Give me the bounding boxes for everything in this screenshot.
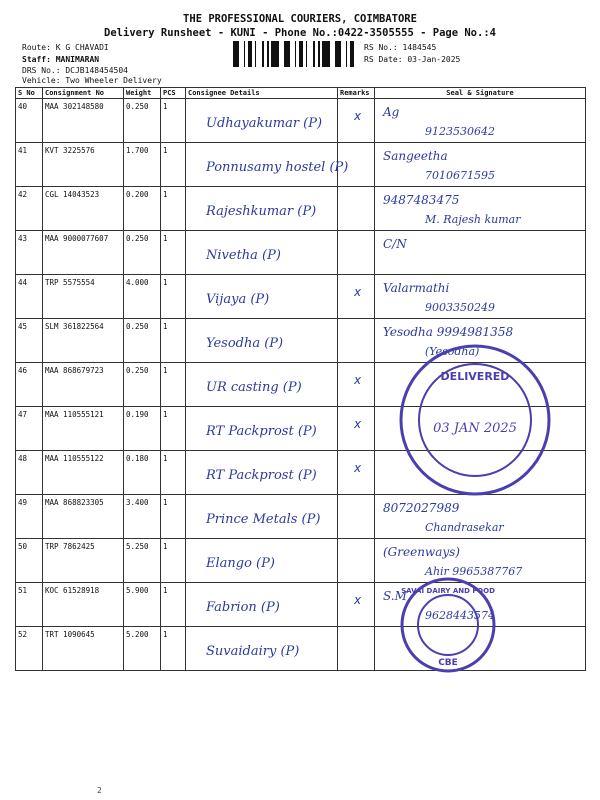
signature-handwriting: Valarmathi bbox=[383, 281, 450, 295]
cell-sno: 50 bbox=[16, 539, 43, 583]
cell-consignment-no: MAA 110555121 bbox=[43, 407, 124, 451]
table-row bbox=[16, 275, 586, 319]
cell-consignment-no: MAA 868679723 bbox=[43, 363, 124, 407]
vehicle-line bbox=[22, 76, 162, 85]
table-row bbox=[16, 539, 586, 583]
drs-line bbox=[22, 66, 128, 75]
cell-weight: 0.190 bbox=[124, 407, 161, 451]
barcode-bar bbox=[302, 41, 303, 67]
cell-consignment-no: KOC 61528918 bbox=[43, 583, 124, 627]
barcode-bar bbox=[255, 41, 256, 67]
cell-consignment-no: MAA 110555122 bbox=[43, 451, 124, 495]
cell-remarks bbox=[338, 451, 375, 495]
remark-mark: x bbox=[354, 593, 362, 607]
col-header-seal: Seal & Signature bbox=[375, 88, 586, 99]
remark-mark: x bbox=[354, 373, 362, 387]
signature-phone-handwriting: Chandrasekar bbox=[425, 521, 504, 534]
cell-pcs: 1 bbox=[161, 187, 186, 231]
stamp2-city: CBE bbox=[438, 658, 458, 668]
barcode-bar bbox=[299, 41, 302, 67]
cell-consignee bbox=[186, 363, 338, 407]
rs-no-label: RS No.: bbox=[364, 43, 398, 52]
signature-phone-handwriting: 9628443574 bbox=[425, 609, 495, 622]
drs-label: DRS No.: bbox=[22, 66, 61, 75]
cell-remarks bbox=[338, 231, 375, 275]
barcode-bar bbox=[338, 41, 341, 67]
signature-phone-handwriting: 9003350249 bbox=[425, 301, 495, 314]
table-header-row bbox=[16, 88, 586, 99]
table-row bbox=[16, 99, 586, 143]
barcode-bar bbox=[335, 41, 338, 67]
signature-handwriting: 9487483475 bbox=[383, 193, 460, 207]
consignee-handwriting: Vijaya (P) bbox=[206, 292, 270, 307]
table-row bbox=[16, 583, 586, 627]
table-row bbox=[16, 319, 586, 363]
barcode-bar bbox=[274, 41, 276, 67]
consignee-handwriting: Prince Metals (P) bbox=[206, 512, 321, 527]
consignee-handwriting: Elango (P) bbox=[206, 556, 275, 571]
cell-seal-signature bbox=[375, 231, 586, 275]
table-row bbox=[16, 451, 586, 495]
route-line bbox=[22, 43, 109, 52]
rs-date-line bbox=[364, 55, 460, 64]
cell-sno: 42 bbox=[16, 187, 43, 231]
signature-handwriting: S.M bbox=[383, 589, 407, 603]
cell-consignee bbox=[186, 99, 338, 143]
consignee-handwriting: Nivetha (P) bbox=[206, 248, 281, 263]
cell-consignee bbox=[186, 627, 338, 671]
signature-handwriting: 8072027989 bbox=[383, 501, 460, 515]
signature-phone-handwriting: 7010671595 bbox=[425, 169, 495, 182]
barcode-bar bbox=[313, 41, 315, 67]
cell-seal-signature bbox=[375, 275, 586, 319]
cell-consignment-no: MAA 302148580 bbox=[43, 99, 124, 143]
rs-no-line bbox=[364, 43, 436, 52]
cell-pcs: 1 bbox=[161, 143, 186, 187]
consignee-handwriting: UR casting (P) bbox=[206, 380, 302, 395]
barcode-bar bbox=[267, 41, 269, 67]
cell-consignment-no: TRP 5575554 bbox=[43, 275, 124, 319]
cell-pcs: 1 bbox=[161, 99, 186, 143]
company-title: THE PROFESSIONAL COURIERS, COIMBATORE bbox=[183, 13, 417, 25]
cell-sno: 43 bbox=[16, 231, 43, 275]
consignee-handwriting: Udhayakumar (P) bbox=[206, 116, 323, 131]
cell-consignment-no: TRP 7862425 bbox=[43, 539, 124, 583]
cell-weight: 3.400 bbox=[124, 495, 161, 539]
cell-consignment-no: KVT 3225576 bbox=[43, 143, 124, 187]
cell-consignee bbox=[186, 143, 349, 187]
cell-weight: 4.000 bbox=[124, 275, 161, 319]
staff-label: Staff: bbox=[22, 55, 51, 64]
barcode-bar bbox=[287, 41, 290, 67]
cell-weight: 0.180 bbox=[124, 451, 161, 495]
cell-weight: 5.250 bbox=[124, 539, 161, 583]
rs-date-label: RS Date: bbox=[364, 55, 403, 64]
cell-sno: 51 bbox=[16, 583, 43, 627]
table-row bbox=[16, 407, 586, 451]
cell-sno: 48 bbox=[16, 451, 43, 495]
cell-remarks bbox=[338, 99, 375, 143]
cell-pcs: 1 bbox=[161, 583, 186, 627]
barcode-bar bbox=[322, 41, 325, 67]
cell-seal-signature bbox=[375, 583, 586, 627]
consignee-handwriting: RT Packprost (P) bbox=[206, 424, 317, 439]
cell-pcs: 1 bbox=[161, 627, 186, 671]
cell-remarks bbox=[338, 319, 375, 363]
remark-mark: x bbox=[354, 285, 362, 299]
cell-remarks bbox=[338, 363, 375, 407]
page-mark: 2 bbox=[97, 786, 102, 795]
cell-consignee bbox=[186, 451, 338, 495]
cell-consignment-no: TRT 1090645 bbox=[43, 627, 124, 671]
barcode-bar bbox=[306, 41, 307, 67]
cell-sno: 41 bbox=[16, 143, 43, 187]
consignee-handwriting: Yesodha (P) bbox=[206, 336, 284, 351]
cell-pcs: 1 bbox=[161, 231, 186, 275]
staff-value: MANIMARAN bbox=[55, 55, 100, 64]
col-header-consignment: Consignment No bbox=[43, 88, 124, 99]
signature-phone-handwriting: Ahir 9965387767 bbox=[425, 565, 523, 578]
barcode bbox=[233, 41, 355, 67]
barcode-bar bbox=[236, 41, 239, 67]
barcode-bar bbox=[251, 41, 252, 67]
cell-weight: 0.250 bbox=[124, 319, 161, 363]
signature-phone-handwriting: (Yesodha) bbox=[425, 345, 480, 358]
cell-pcs: 1 bbox=[161, 363, 186, 407]
cell-seal-signature bbox=[375, 451, 586, 495]
cell-pcs: 1 bbox=[161, 319, 186, 363]
cell-seal-signature bbox=[375, 143, 586, 187]
runsheet-table bbox=[15, 87, 586, 671]
remark-mark: x bbox=[354, 461, 362, 475]
barcode-bar bbox=[284, 41, 287, 67]
cell-remarks bbox=[338, 539, 375, 583]
cell-consignment-no: MAA 9000077607 bbox=[43, 231, 124, 275]
cell-seal-signature bbox=[375, 627, 586, 671]
cell-pcs: 1 bbox=[161, 539, 186, 583]
vehicle-label: Vehicle: bbox=[22, 76, 61, 85]
cell-remarks bbox=[338, 187, 375, 231]
consignee-handwriting: Rajeshkumar (P) bbox=[206, 204, 317, 219]
table-row bbox=[16, 495, 586, 539]
barcode-bar bbox=[262, 41, 264, 67]
cell-consignee bbox=[186, 539, 338, 583]
cell-weight: 0.200 bbox=[124, 187, 161, 231]
cell-consignment-no: CGL 14043523 bbox=[43, 187, 124, 231]
cell-sno: 46 bbox=[16, 363, 43, 407]
cell-seal-signature bbox=[375, 319, 586, 363]
consignee-handwriting: Fabrion (P) bbox=[206, 600, 280, 615]
cell-remarks bbox=[338, 143, 375, 187]
table-row bbox=[16, 187, 586, 231]
cell-pcs: 1 bbox=[161, 495, 186, 539]
cell-remarks bbox=[338, 495, 375, 539]
col-header-weight: Weight bbox=[124, 88, 161, 99]
consignee-handwriting: RT Packprost (P) bbox=[206, 468, 317, 483]
cell-seal-signature bbox=[375, 495, 586, 539]
barcode-bar bbox=[295, 41, 296, 67]
cell-consignee bbox=[186, 275, 338, 319]
col-header-consignee: Consignee Details bbox=[186, 88, 338, 99]
cell-weight: 5.200 bbox=[124, 627, 161, 671]
drs-value: DCJB148454504 bbox=[65, 66, 128, 75]
cell-seal-signature bbox=[375, 407, 586, 451]
barcode-bar bbox=[318, 41, 320, 67]
cell-remarks bbox=[338, 583, 375, 627]
cell-consignee bbox=[186, 231, 338, 275]
cell-seal-signature bbox=[375, 187, 586, 231]
table-row bbox=[16, 363, 586, 407]
cell-pcs: 1 bbox=[161, 275, 186, 319]
cell-pcs: 1 bbox=[161, 407, 186, 451]
cell-consignee bbox=[186, 495, 338, 539]
cell-consignment-no: SLM 361822564 bbox=[43, 319, 124, 363]
staff-line bbox=[22, 55, 99, 64]
barcode-bar bbox=[233, 41, 236, 67]
barcode-bar bbox=[325, 41, 327, 67]
table-row bbox=[16, 627, 586, 671]
cell-weight: 1.700 bbox=[124, 143, 161, 187]
col-header-sno: S No bbox=[16, 88, 43, 99]
remark-mark: x bbox=[354, 109, 362, 123]
cell-consignee bbox=[186, 319, 338, 363]
barcode-bar bbox=[276, 41, 279, 67]
cell-weight: 0.250 bbox=[124, 99, 161, 143]
vehicle-value: Two Wheeler Delivery bbox=[65, 76, 162, 85]
table-row bbox=[16, 143, 586, 187]
cell-remarks bbox=[338, 275, 375, 319]
signature-handwriting: (Greenways) bbox=[383, 545, 460, 559]
cell-consignee bbox=[186, 407, 338, 451]
barcode-bar bbox=[248, 41, 251, 67]
cell-consignment-no: MAA 868823305 bbox=[43, 495, 124, 539]
signature-handwriting: C/N bbox=[383, 237, 407, 251]
signature-handwriting: Yesodha 9994981358 bbox=[383, 325, 514, 339]
cell-sno: 52 bbox=[16, 627, 43, 671]
cell-sno: 40 bbox=[16, 99, 43, 143]
col-header-pcs: PCS bbox=[161, 88, 186, 99]
cell-sno: 49 bbox=[16, 495, 43, 539]
barcode-bar bbox=[350, 41, 353, 67]
cell-sno: 45 bbox=[16, 319, 43, 363]
cell-seal-signature bbox=[375, 99, 586, 143]
signature-handwriting: Ag bbox=[383, 105, 400, 119]
barcode-bar bbox=[244, 41, 245, 67]
barcode-bar bbox=[271, 41, 274, 67]
cell-weight: 0.250 bbox=[124, 363, 161, 407]
cell-seal-signature bbox=[375, 363, 586, 407]
consignee-handwriting: Suvaidairy (P) bbox=[206, 644, 300, 659]
stamp1-text: DELIVERED bbox=[440, 370, 510, 383]
route-label: Route: bbox=[22, 43, 51, 52]
cell-weight: 0.250 bbox=[124, 231, 161, 275]
cell-sno: 47 bbox=[16, 407, 43, 451]
consignee-handwriting: Ponnusamy hostel (P) bbox=[206, 160, 349, 175]
cell-consignee bbox=[186, 583, 338, 627]
barcode-bar bbox=[327, 41, 330, 67]
cell-remarks bbox=[338, 627, 375, 671]
barcode-bar bbox=[346, 41, 347, 67]
cell-weight: 5.900 bbox=[124, 583, 161, 627]
rs-no-value: 1484545 bbox=[402, 43, 437, 52]
cell-seal-signature bbox=[375, 539, 586, 583]
rs-date-value: 03-Jan-2025 bbox=[407, 55, 461, 64]
cell-pcs: 1 bbox=[161, 451, 186, 495]
route-value: K G CHAVADI bbox=[55, 43, 109, 52]
table-row bbox=[16, 231, 586, 275]
cell-consignee bbox=[186, 187, 338, 231]
signature-phone-handwriting: 9123530642 bbox=[425, 125, 495, 138]
signature-handwriting: Sangeetha bbox=[383, 149, 448, 163]
cell-remarks bbox=[338, 407, 375, 451]
stamp1-date: 03 JAN 2025 bbox=[433, 421, 517, 436]
cell-sno: 44 bbox=[16, 275, 43, 319]
runsheet-subtitle: Delivery Runsheet - KUNI - Phone No.:0422-3505555 - Page No.:4 bbox=[104, 27, 496, 39]
col-header-remarks: Remarks bbox=[338, 88, 375, 99]
barcode-bar bbox=[353, 41, 354, 67]
signature-phone-handwriting: M. Rajesh kumar bbox=[425, 213, 521, 226]
remark-mark: x bbox=[354, 417, 362, 431]
stamp2-text: SAVAI DAIRY AND FOOD bbox=[401, 587, 495, 595]
